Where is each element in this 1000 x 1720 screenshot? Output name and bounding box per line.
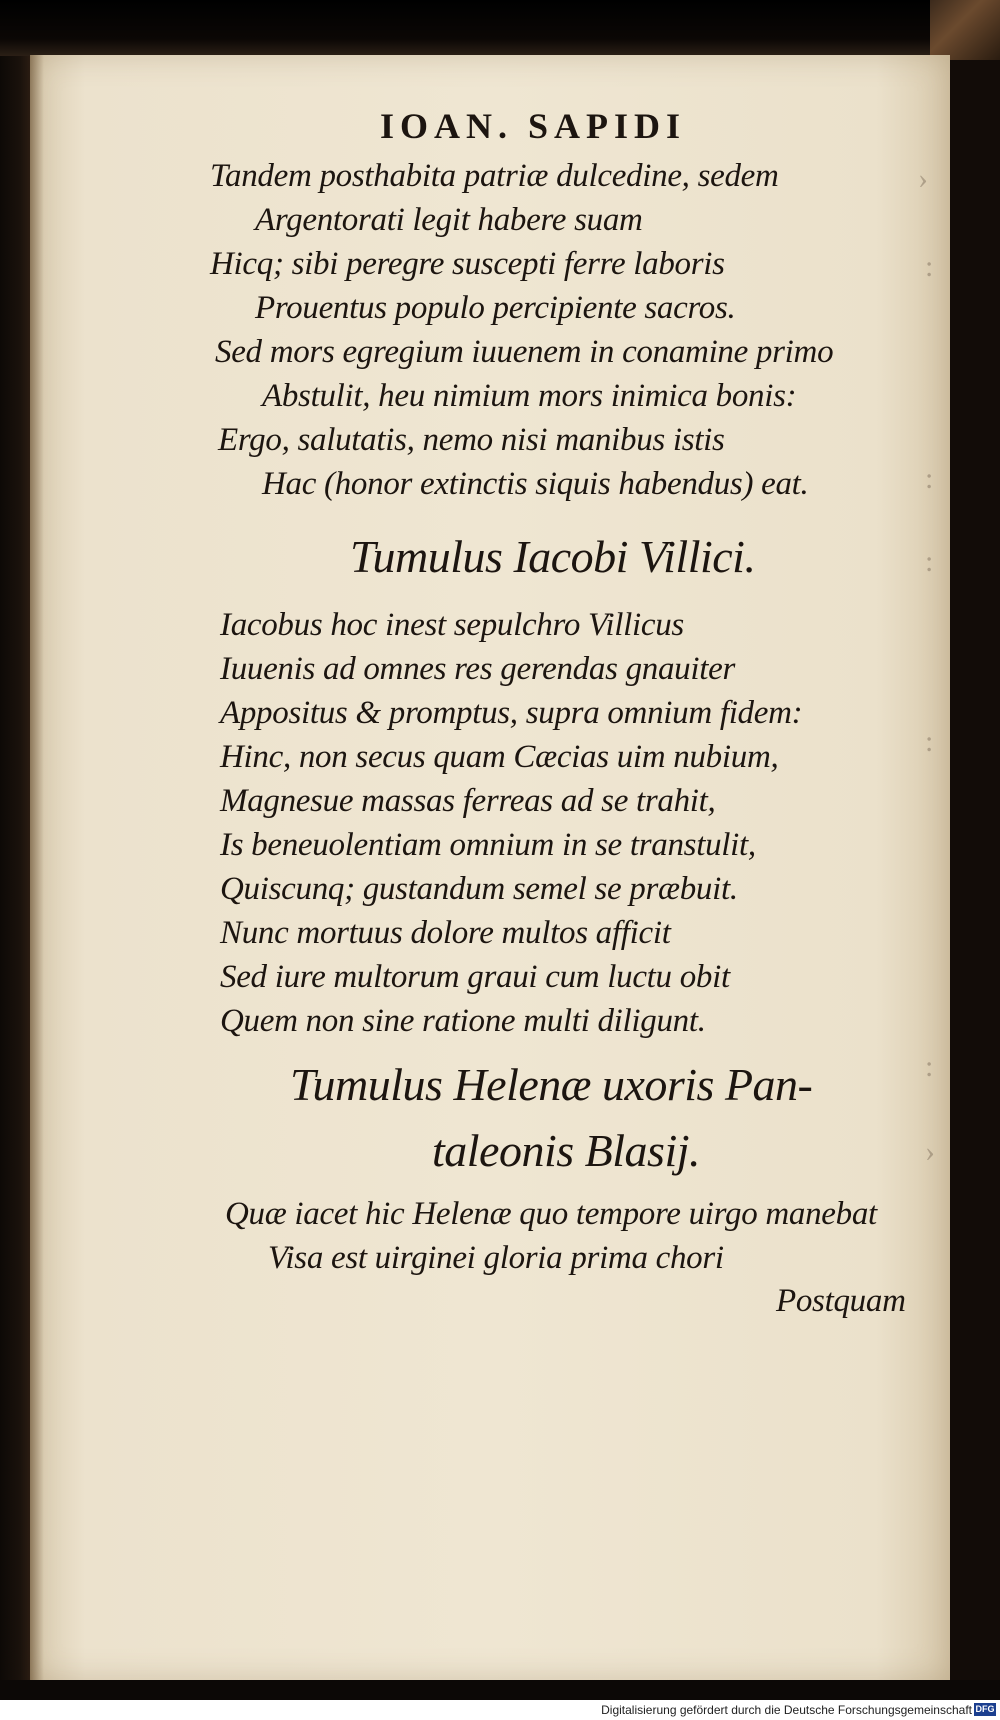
show-through-mark: : bbox=[925, 250, 934, 283]
verse-line: Quiscunq; gustandum semel se præbuit. bbox=[220, 871, 738, 907]
catchword: Postquam bbox=[776, 1283, 906, 1319]
verse-line: Iuuenis ad omnes res gerendas gnauiter bbox=[220, 651, 736, 687]
verse-line: Argentorati legit habere suam bbox=[255, 202, 643, 238]
running-header: IOAN. SAPIDI bbox=[380, 106, 687, 146]
verse-line: Quæ iacet hic Helenæ quo tempore uirgo manebat bbox=[225, 1196, 877, 1232]
show-through-mark: : bbox=[925, 1050, 934, 1083]
funding-footer bbox=[0, 1700, 1000, 1720]
verse-line: Hac (honor extinctis siquis habendus) eat. bbox=[262, 466, 809, 502]
verse-line: Is beneuolentiam omnium in se transtulit, bbox=[220, 827, 756, 863]
book-top-edge bbox=[0, 0, 1000, 56]
section-title-villici: Tumulus Iacobi Villici. bbox=[350, 531, 756, 582]
book-cover-corner bbox=[930, 0, 1000, 60]
verse-line: Appositus & promptus, supra omnium fidem: bbox=[220, 695, 803, 731]
verse-line: Tandem posthabita patriæ dulcedine, sedem bbox=[210, 158, 779, 194]
section-title-helenae-line1: Tumulus Helenæ uxoris Pan- bbox=[290, 1059, 813, 1110]
verse-line: Prouentus populo percipiente sacros. bbox=[255, 290, 736, 326]
verse-line: Nunc mortuus dolore multos afficit bbox=[220, 915, 671, 951]
verse-line: Sed mors egregium iuuenem in conamine primo bbox=[215, 334, 834, 370]
verse-line: Visa est uirginei gloria prima chori bbox=[268, 1240, 724, 1276]
show-through-mark: : bbox=[925, 545, 934, 578]
verse-line: Sed iure multorum graui cum luctu obit bbox=[220, 959, 730, 995]
verse-line: Ergo, salutatis, nemo nisi manibus istis bbox=[218, 422, 725, 458]
dfg-logo: DFG bbox=[975, 1704, 995, 1714]
show-through-mark: › bbox=[918, 162, 928, 195]
verse-line: Abstulit, heu nimium mors inimica bonis: bbox=[262, 378, 797, 414]
verse-line: Iacobus hoc inest sepulchro Villicus bbox=[220, 607, 684, 643]
section-title-helenae-line2: taleonis Blasij. bbox=[432, 1125, 700, 1176]
verse-line: Quem non sine ratione multi diligunt. bbox=[220, 1003, 706, 1039]
show-through-mark: : bbox=[925, 725, 934, 758]
show-through-mark: › bbox=[925, 1135, 935, 1168]
verse-line: Hicq; sibi peregre suscepti ferre laboris bbox=[210, 246, 725, 282]
gutter-shadow bbox=[30, 55, 44, 1680]
verse-line: Magnesue massas ferreas ad se trahit, bbox=[220, 783, 716, 819]
show-through-mark: : bbox=[925, 462, 934, 495]
funding-notice: Digitalisierung gefördert durch die Deutsche Forschungsgemeinschaft bbox=[601, 1703, 972, 1717]
verse-line: Hinc, non secus quam Cæcias uim nubium, bbox=[220, 739, 779, 775]
scan-bottom-edge bbox=[0, 1680, 1000, 1700]
